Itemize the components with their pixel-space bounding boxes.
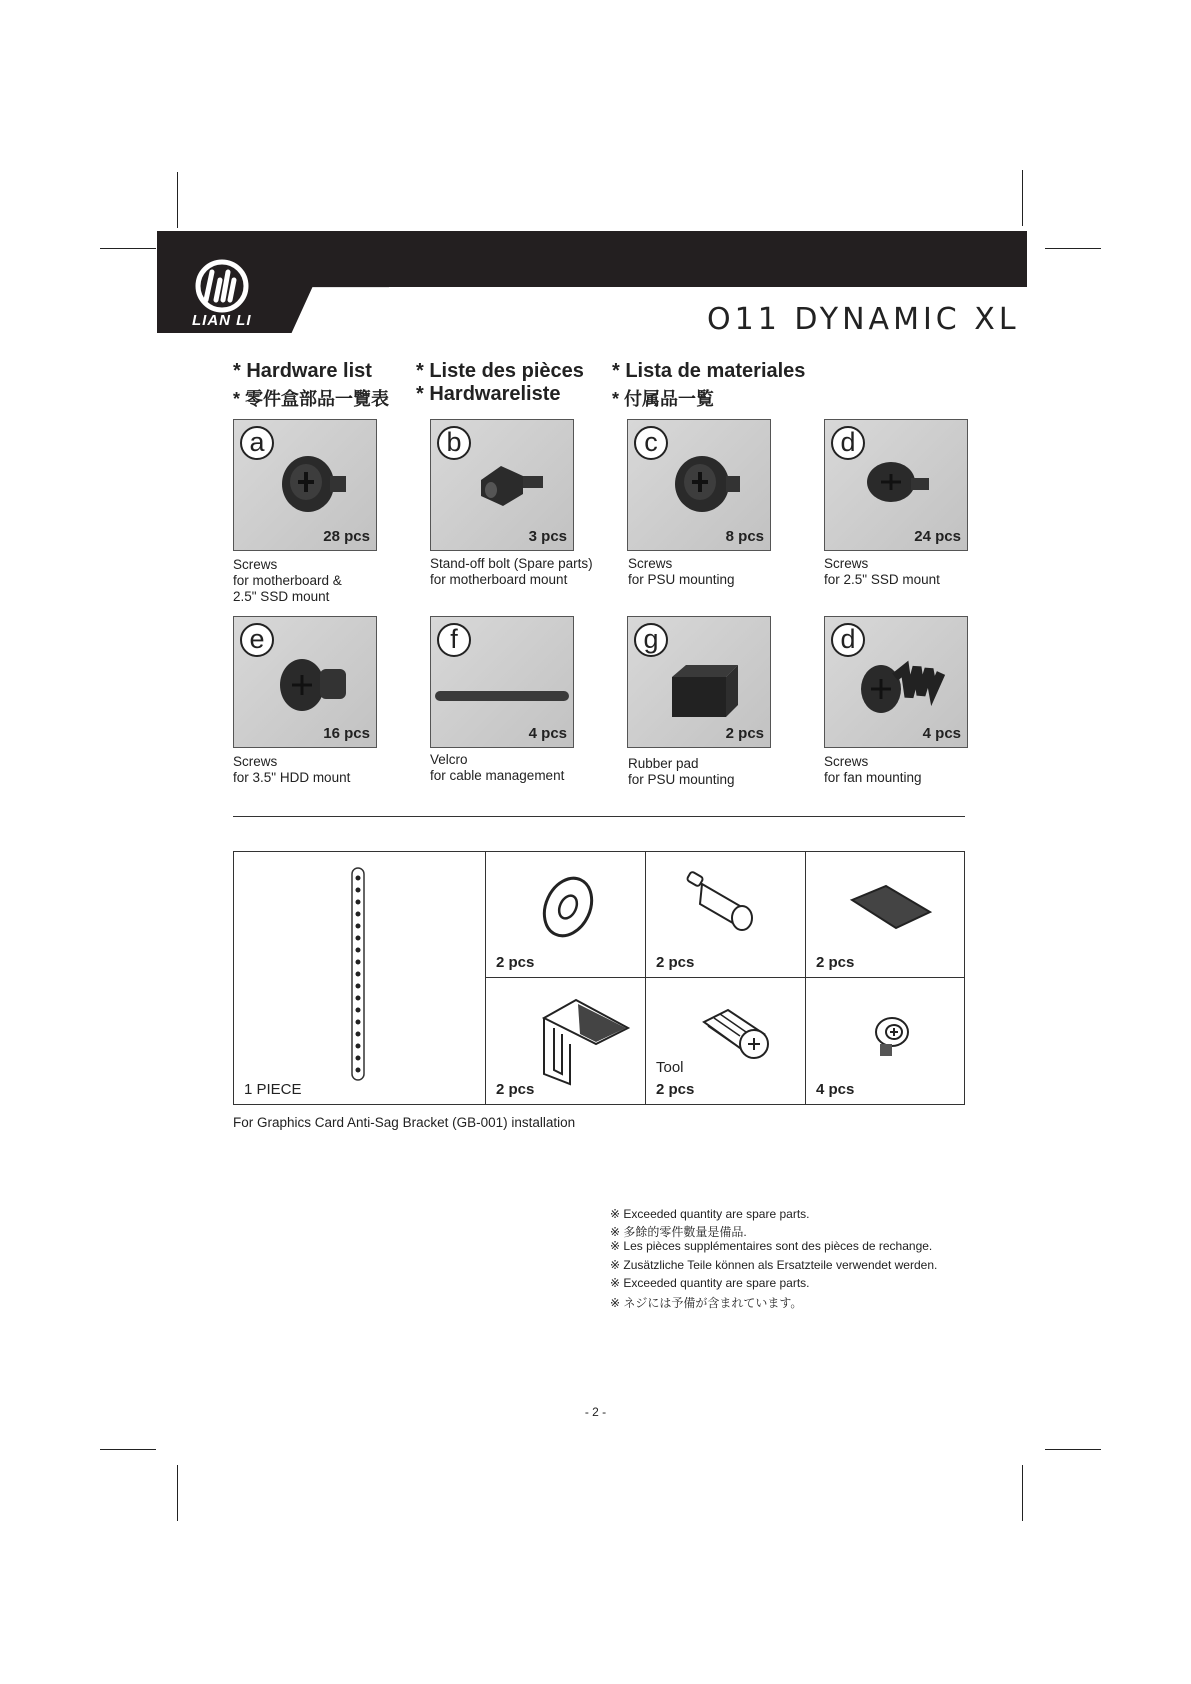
part-card-e <box>233 616 377 748</box>
kit-cell <box>486 978 646 1104</box>
caption-line: for motherboard mount <box>430 572 568 587</box>
kit-qty: 2 pcs <box>496 954 535 971</box>
kit-qty: 2 pcs <box>816 954 855 971</box>
crop-mark <box>100 248 156 249</box>
part-card-c <box>627 419 771 551</box>
caption-line: for PSU mounting <box>628 772 735 787</box>
crop-mark <box>100 1449 156 1450</box>
caption-line: for motherboard & <box>233 573 342 588</box>
rubber-pad-icon <box>666 661 746 721</box>
title-ja: * 付属品一覧 <box>612 389 715 409</box>
caption-line: for PSU mounting <box>628 572 735 587</box>
part-qty: 3 pcs <box>528 528 567 545</box>
part-letter: c <box>634 426 668 460</box>
caption-line: for cable management <box>430 768 565 783</box>
kit-qty: 2 pcs <box>656 954 695 971</box>
caption-line: for fan mounting <box>824 770 922 785</box>
clip-bracket-icon <box>530 988 640 1088</box>
small-screw-icon <box>862 1012 922 1062</box>
part-qty: 28 pcs <box>323 528 370 545</box>
kit-cell <box>646 978 806 1104</box>
part-letter: d <box>831 623 865 657</box>
note-line: ※ Zusätzliche Teile können als Ersatzteile verwendet werden. <box>610 1258 938 1272</box>
title-fr: * Liste des pièces <box>416 360 584 382</box>
screw-icon <box>268 647 358 717</box>
part-card-f <box>430 616 574 748</box>
section-divider <box>233 816 965 817</box>
caption-line: for 2.5" SSD mount <box>824 572 940 587</box>
crop-mark <box>177 1465 178 1521</box>
part-card-g <box>627 616 771 748</box>
crop-mark <box>1045 248 1101 249</box>
part-caption <box>430 752 564 784</box>
caption-line: for 3.5" HDD mount <box>233 770 351 785</box>
screw-icon <box>272 448 352 518</box>
part-caption <box>824 556 940 588</box>
note-line: ※ Les pièces supplémentaires sont des pièces de rechange. <box>610 1239 933 1253</box>
pad-icon <box>846 882 936 932</box>
caption-line: 2.5" SSD mount <box>233 589 330 604</box>
part-qty: 24 pcs <box>914 528 961 545</box>
kit-cell <box>806 978 964 1104</box>
screw-icon <box>861 456 941 516</box>
part-caption <box>628 756 735 788</box>
part-qty: 4 pcs <box>922 725 961 742</box>
caption-line: Screws <box>233 754 278 769</box>
product-name: O11 DYNAMIC XL <box>707 302 1020 337</box>
kit-cell <box>646 852 806 978</box>
part-card-d <box>824 419 968 551</box>
crop-mark <box>177 172 178 228</box>
part-letter: f <box>437 623 471 657</box>
caption-line: Velcro <box>430 752 468 767</box>
part-letter: d <box>831 426 865 460</box>
thumbscrew-tool-icon <box>698 1004 778 1064</box>
kit-cell <box>486 852 646 978</box>
crop-mark <box>1022 1465 1023 1521</box>
part-caption <box>628 556 735 588</box>
page-number: - 2 - <box>584 1405 607 1419</box>
caption-line: Screws <box>824 556 869 571</box>
part-qty: 2 pcs <box>725 725 764 742</box>
kit-qty: 4 pcs <box>816 1081 855 1098</box>
part-letter: a <box>240 426 274 460</box>
part-letter: g <box>634 623 668 657</box>
part-letter: e <box>240 623 274 657</box>
title-en: * Hardware list <box>233 360 372 382</box>
standoff-icon <box>680 866 780 936</box>
gb-kit-table <box>233 851 965 1105</box>
screw-icon <box>666 448 746 518</box>
velcro-strip-icon <box>435 691 569 701</box>
part-card-d2 <box>824 616 968 748</box>
crop-mark <box>1022 170 1023 226</box>
logo-text: LIAN LI <box>192 312 252 329</box>
part-qty: 16 pcs <box>323 725 370 742</box>
caption-line: Screws <box>824 754 869 769</box>
part-caption <box>233 754 350 786</box>
part-card-b <box>430 419 574 551</box>
standoff-icon <box>471 450 551 510</box>
caption-line: Rubber pad <box>628 756 699 771</box>
title-de: * Hardwareliste <box>416 383 561 405</box>
fan-screw-icon <box>855 647 955 717</box>
note-line: ※ ネジには予備が含まれています。 <box>610 1296 803 1310</box>
part-caption <box>233 557 342 605</box>
kit-qty: 2 pcs <box>656 1081 695 1098</box>
kit-cell <box>806 852 964 978</box>
part-letter: b <box>437 426 471 460</box>
note-line: ※ 多餘的零件數量是備品. <box>610 1225 747 1239</box>
washer-icon <box>538 874 598 940</box>
bracket-cell <box>234 852 486 1104</box>
part-qty: 8 pcs <box>725 528 764 545</box>
part-caption <box>430 556 593 588</box>
part-qty: 4 pcs <box>528 725 567 742</box>
note-line: ※ Exceeded quantity are spare parts. <box>610 1207 810 1221</box>
title-es: * Lista de materiales <box>612 360 806 382</box>
caption-line: Screws <box>233 557 278 572</box>
caption-line: Stand-off bolt (Spare parts) <box>430 556 593 571</box>
caption-line: Screws <box>628 556 673 571</box>
kit-label: Tool <box>656 1059 684 1076</box>
gb-kit-caption: For Graphics Card Anti-Sag Bracket (GB-001) installation <box>233 1115 576 1130</box>
crop-mark <box>1045 1449 1101 1450</box>
kit-qty: 2 pcs <box>496 1081 535 1098</box>
bracket-icon <box>346 866 370 1082</box>
title-zh: * 零件盒部品一覽表 <box>233 389 390 409</box>
note-line: ※ Exceeded quantity are spare parts. <box>610 1276 810 1290</box>
bracket-qty: 1 PIECE <box>244 1081 302 1098</box>
part-card-a <box>233 419 377 551</box>
part-caption <box>824 754 922 786</box>
